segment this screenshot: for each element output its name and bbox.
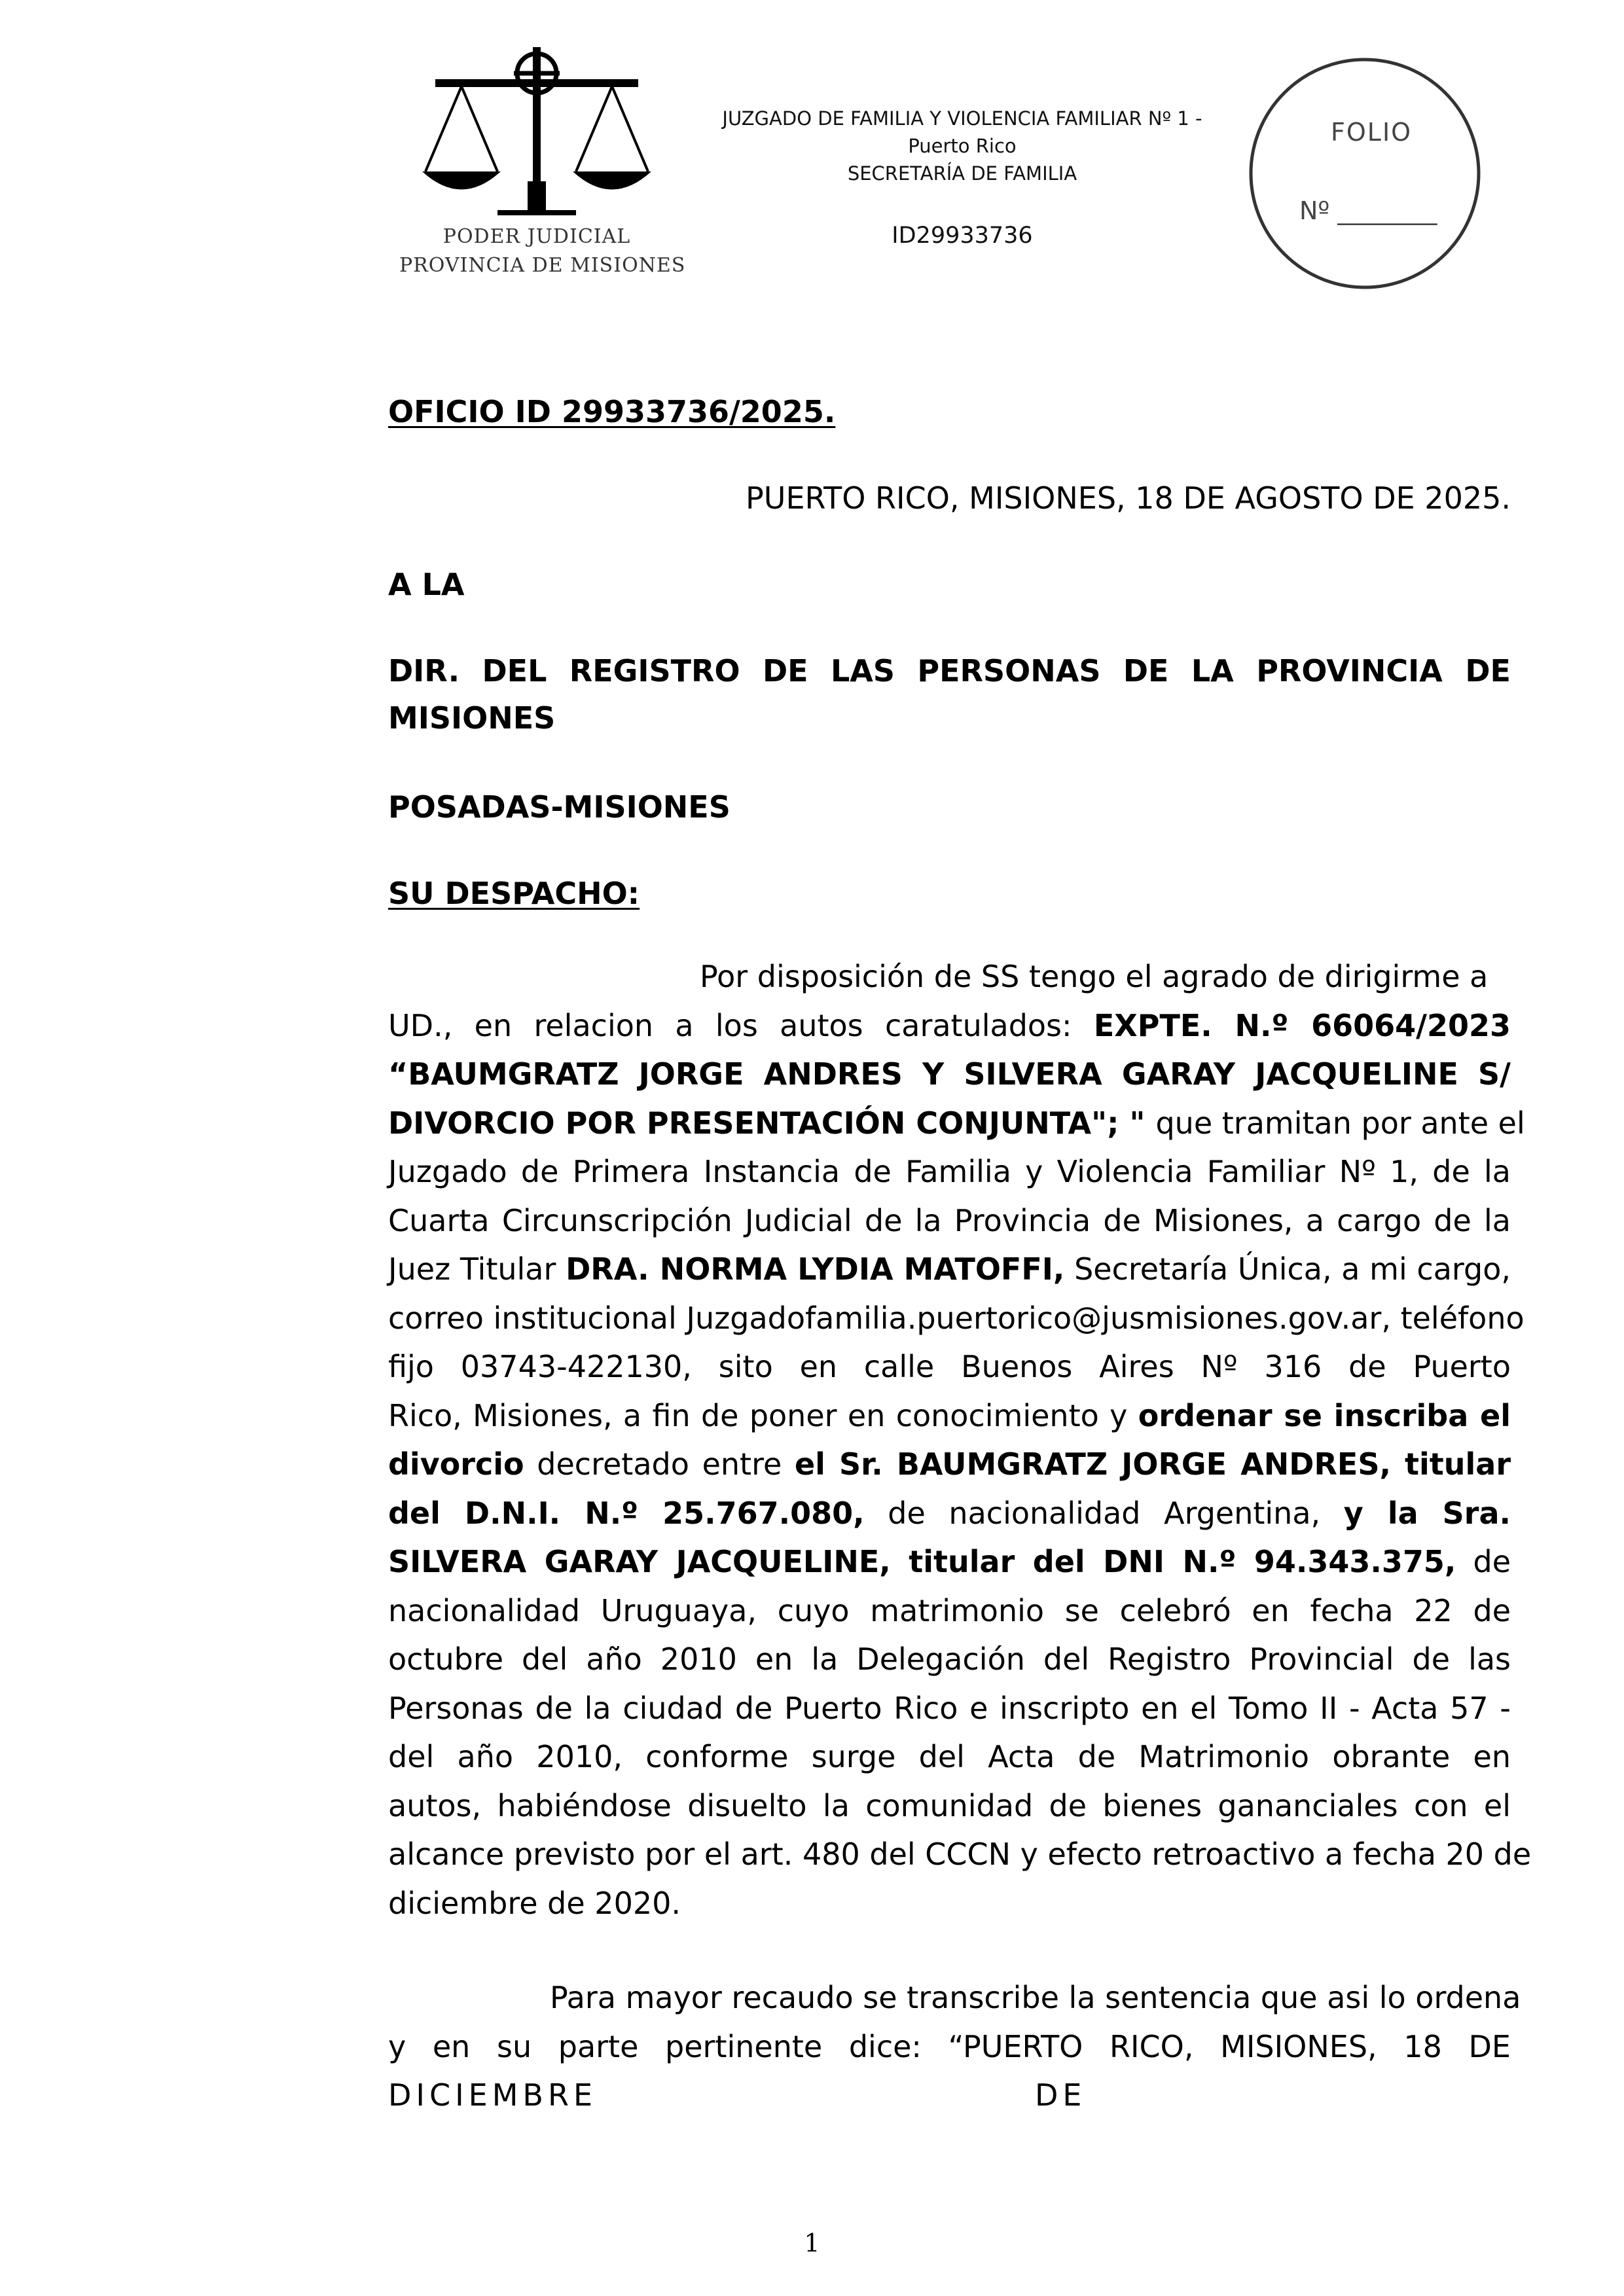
paragraph-line: correo institucional Juzgadofamilia.puertorico@jusmisiones.gov.ar, teléfono — [388, 1300, 1525, 1336]
line-segment: DE — [1035, 2077, 1087, 2113]
line-segment: que tramitan por ante el — [1155, 1105, 1525, 1141]
paragraph-line: “BAUMGRATZ JORGE ANDRES Y SILVERA GARAY JACQUELINE S/ — [388, 1056, 1511, 1092]
recipient-word: DE — [762, 653, 808, 689]
paragraph-line — [388, 1099, 1525, 1148]
logo-text-line2: PROVINCIA DE MISIONES — [399, 254, 686, 277]
page-number: 1 — [804, 2229, 820, 2257]
line-segment: ordenar se inscriba el — [1138, 1397, 1511, 1433]
paragraph-line: alcance previsto por el art. 480 del CCCN y efecto retroactivo a fecha 20 de — [388, 1837, 1532, 1872]
paragraph-line: Cuarta Circunscripción Judicial de la Provincia de Misiones, a cargo de la — [388, 1202, 1511, 1238]
recipient-word: DEL — [482, 653, 547, 689]
recipient-word: DIR. — [388, 653, 460, 689]
paragraph-line — [388, 1489, 1511, 1538]
line-segment: "; — [1091, 1105, 1130, 1141]
paragraph-line: fijo 03743-422130, sito en calle Buenos Aires Nº 316 de Puerto — [388, 1349, 1511, 1384]
court-name-line1: JUZGADO DE FAMILIA Y VIOLENCIA FAMILIAR Nº 1 - — [722, 107, 1202, 130]
paragraph-line: y en su parte pertinente dice: “PUERTO RICO, MISIONES, 18 DE — [388, 2028, 1511, 2064]
paragraph-line: diciembre de 2020. — [388, 1885, 681, 1921]
document-id: ID29933736 — [892, 223, 1033, 249]
paragraph-line — [388, 2071, 1511, 2120]
party-2: SILVERA GARAY JACQUELINE, titular del DNI N.º 94.343.375, — [388, 1544, 1456, 1579]
paragraph-line: Juzgado de Primera Instancia de Familia y Violencia Familiar Nº 1, de la — [388, 1154, 1511, 1189]
scales-of-justice-icon — [399, 41, 674, 224]
recipient-line1 — [388, 653, 1511, 689]
court-name-line3: SECRETARÍA DE FAMILIA — [847, 162, 1077, 185]
line-segment: y la Sra. — [1343, 1495, 1511, 1531]
line-segment: divorcio — [388, 1446, 524, 1482]
recipient-word: PERSONAS — [917, 653, 1101, 689]
line-segment: de — [1456, 1544, 1511, 1579]
case-title: DIVORCIO POR PRESENTACIÓN CONJUNTA — [388, 1105, 1092, 1141]
date-line: PUERTO RICO, MISIONES, 18 DE AGOSTO DE 2025. — [746, 480, 1511, 516]
folio-number-field: Nº ________ — [1299, 196, 1437, 225]
paragraph-line — [388, 1245, 1511, 1294]
paragraph-line: autos, habiéndose disuelto la comunidad de bienes gananciales con el — [388, 1787, 1511, 1823]
judge-name: DRA. NORMA LYDIA MATOFFI, — [566, 1251, 1065, 1287]
line-segment: Rico, Misiones, a fin de poner en conocimiento y — [388, 1397, 1138, 1433]
folio-stamp — [1247, 56, 1483, 291]
recipient-word: DE — [1465, 653, 1511, 689]
paragraph-line: Por disposición de SS tengo el agrado de dirigirme a — [700, 959, 1489, 994]
addressee-prefix: A LA — [388, 567, 465, 602]
paragraph-line — [388, 1001, 1511, 1050]
line-segment: UD., en relacion a los autos caratulados: — [388, 1007, 1072, 1043]
line-segment: Juez Titular — [388, 1251, 566, 1287]
paragraph-line — [388, 1537, 1511, 1587]
recipient-line2: MISIONES — [388, 700, 556, 736]
line-segment: de nacionalidad Argentina, — [864, 1495, 1344, 1531]
paragraph-line: Para mayor recaudo se transcribe la sentencia que asi lo ordena — [550, 1980, 1521, 2015]
judicial-logo — [399, 41, 686, 289]
recipient-word: REGISTRO — [569, 653, 740, 689]
paragraph-line: del año 2010, conforme surge del Acta de Matrimonio obrante en — [388, 1739, 1511, 1774]
recipient-word: LAS — [830, 653, 895, 689]
line-segment: decretado entre — [524, 1446, 795, 1482]
paragraph-line — [388, 1440, 1511, 1489]
paragraph-line: nacionalidad Uruguaya, cuyo matrimonio se celebró en fecha 22 de — [388, 1592, 1511, 1628]
line-segment: DICIEMBRE — [388, 2077, 598, 2113]
recipient-word: PROVINCIA — [1256, 653, 1443, 689]
line-segment: " — [1129, 1105, 1156, 1141]
court-heading — [668, 105, 1257, 187]
recipient-word: DE — [1123, 653, 1169, 689]
paragraph-line — [388, 1391, 1511, 1441]
body-paragraph-2 — [388, 1973, 1521, 2120]
document-title: OFICIO ID 29933736/2025. — [388, 394, 836, 429]
line-segment: Secretaría Única, a mi cargo, — [1064, 1251, 1511, 1287]
recipient-word: LA — [1191, 653, 1234, 689]
stamp-circle-icon — [1247, 56, 1483, 291]
recipient-city: POSADAS-MISIONES — [388, 789, 731, 825]
folio-label: FOLIO — [1331, 118, 1413, 147]
party-1: el Sr. BAUMGRATZ JORGE ANDRES, titular — [794, 1446, 1511, 1482]
party-1-id: del D.N.I. N.º 25.767.080, — [388, 1495, 865, 1531]
paragraph-line: octubre del año 2010 en la Delegación del Registro Provincial de las — [388, 1641, 1511, 1677]
paragraph-line: Personas de la ciudad de Puerto Rico e inscripto en el Tomo II - Acta 57 - — [388, 1690, 1511, 1726]
logo-text-line1: PODER JUDICIAL — [442, 225, 631, 248]
court-name-line2: Puerto Rico — [908, 135, 1017, 157]
case-number: EXPTE. N.º 66064/2023 — [1093, 1007, 1511, 1043]
body-paragraph-1 — [388, 952, 1532, 1928]
su-despacho: SU DESPACHO: — [388, 876, 640, 911]
